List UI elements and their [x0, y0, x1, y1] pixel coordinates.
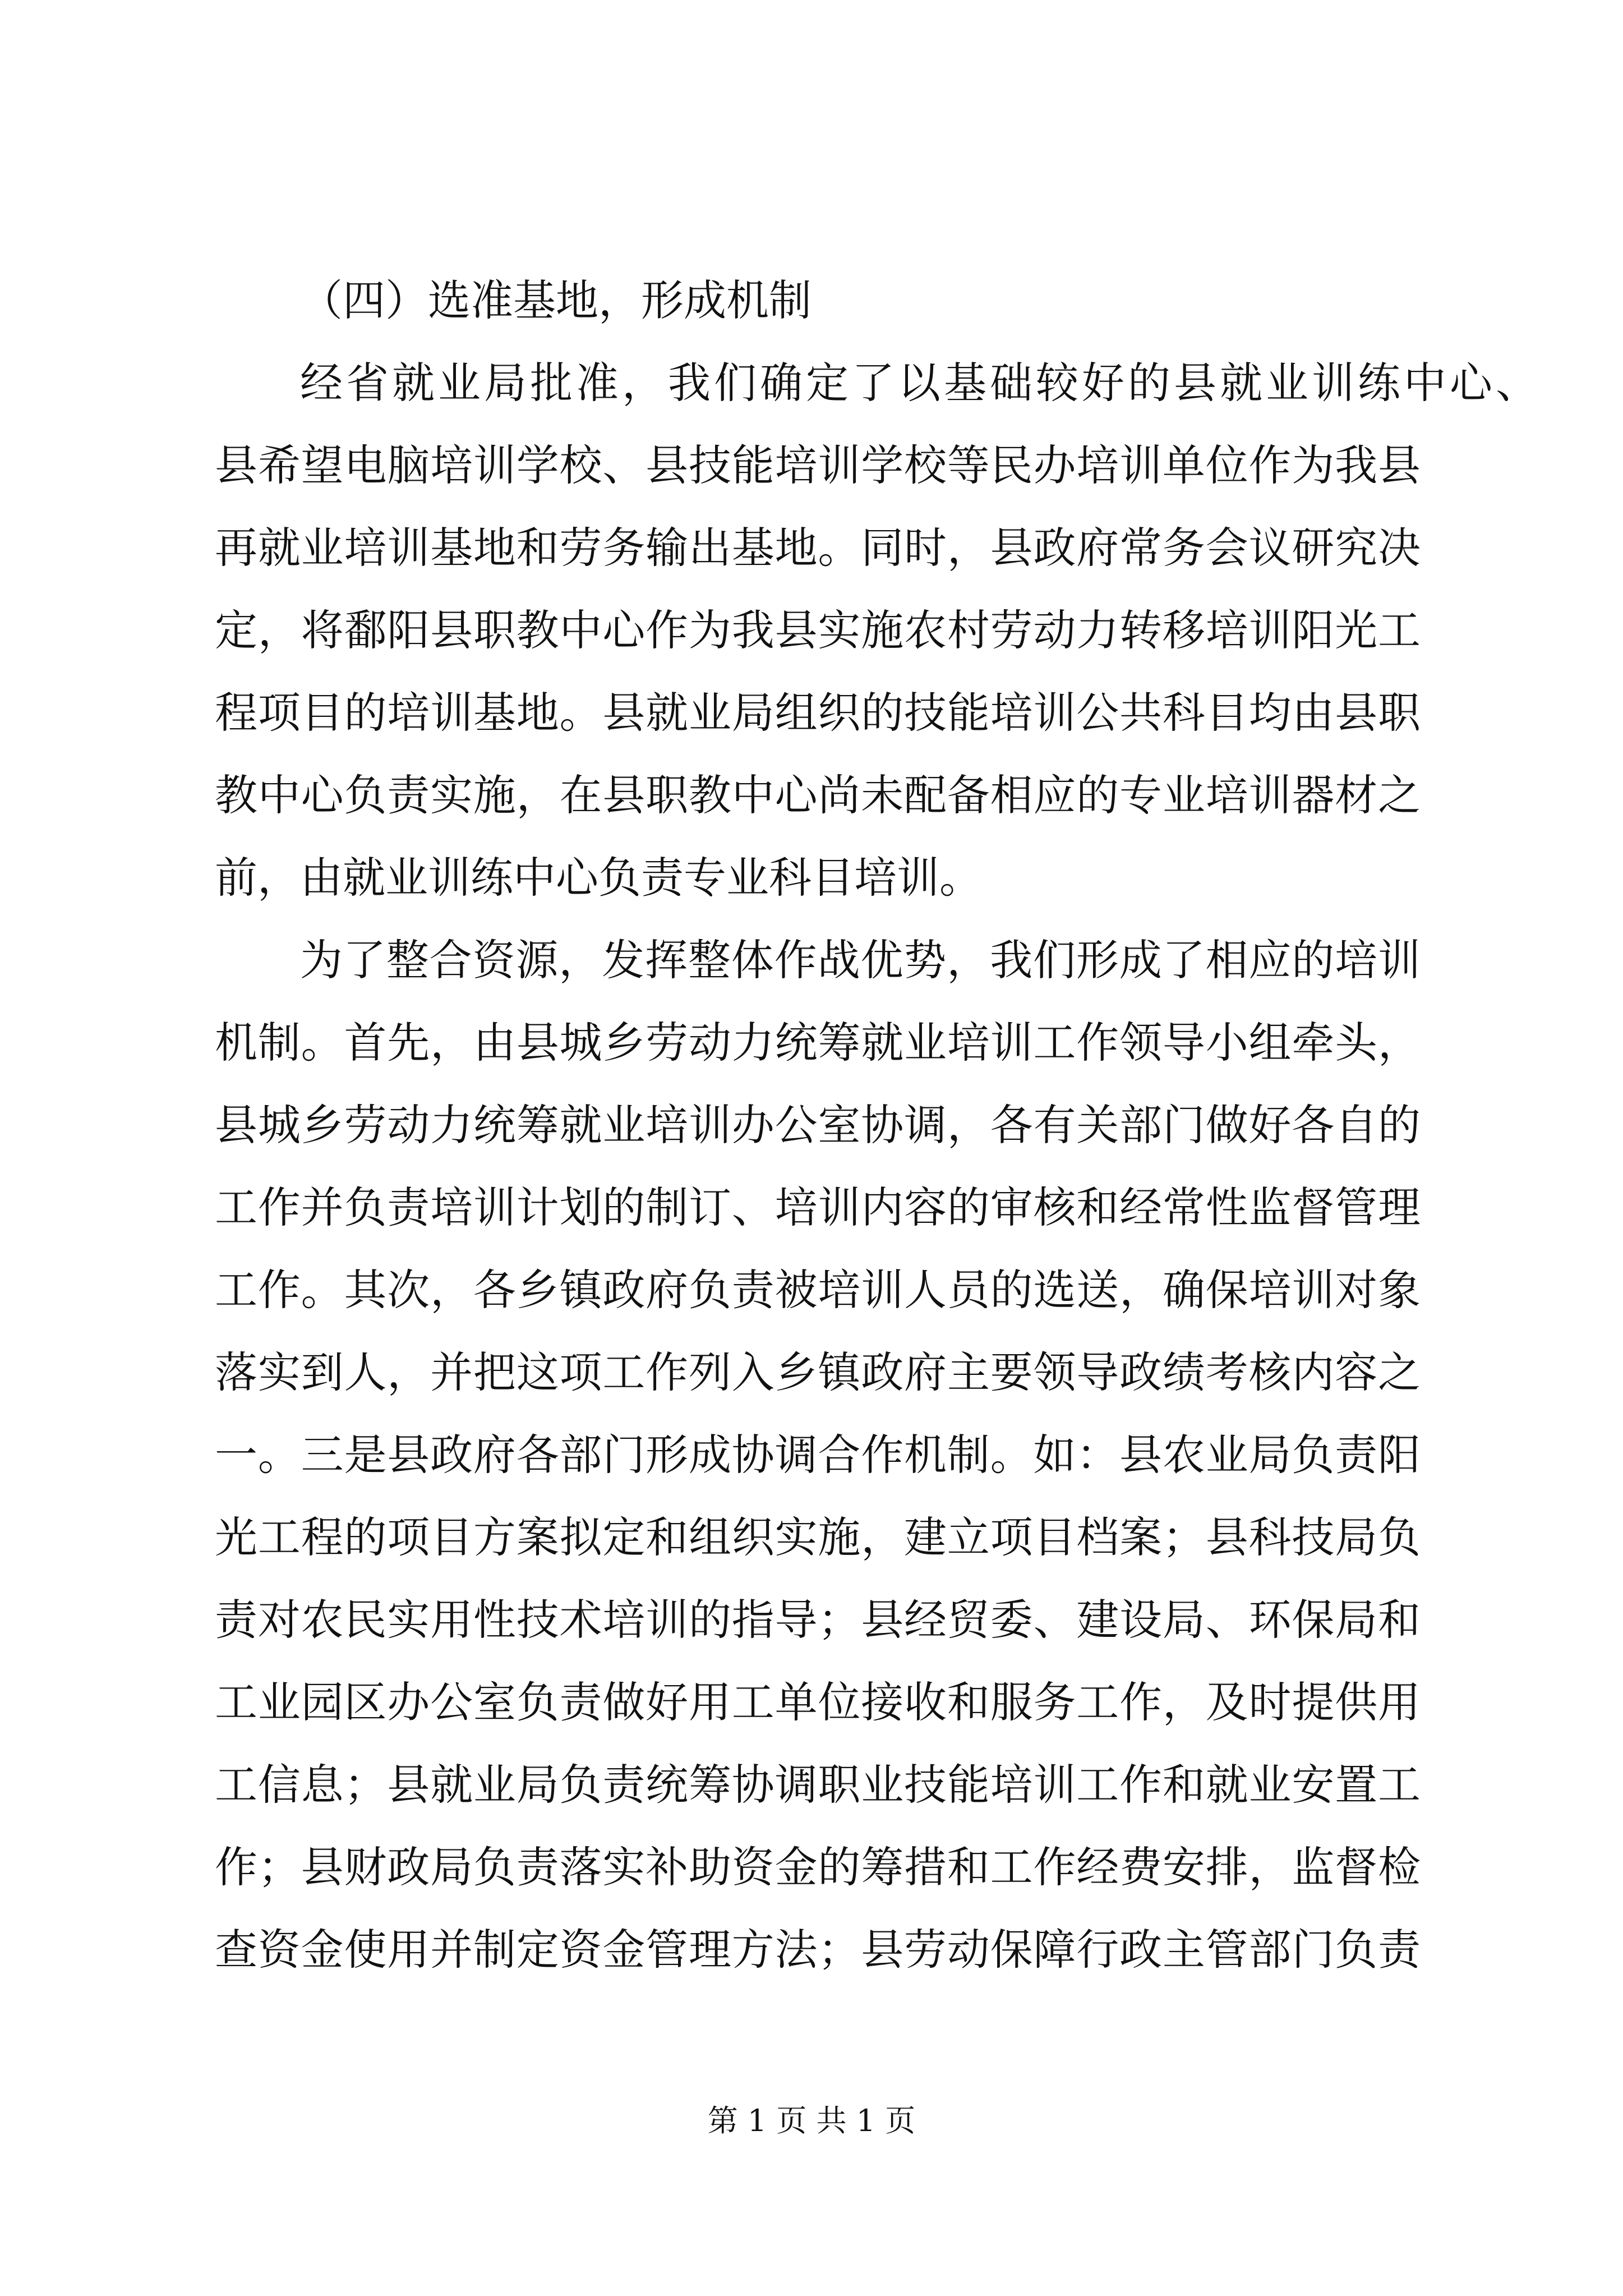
document-body	[215, 259, 1538, 1991]
page-footer	[0, 2097, 1623, 2140]
text-line: 机制。首先，由县城乡劳动力统筹就业培训工作领导小组牵头，	[215, 1018, 1421, 1068]
paragraph-1	[215, 342, 1538, 919]
text-line: 一。三是县政府各部门形成协调合作机制。如：县农业局负责阳	[215, 1430, 1421, 1480]
text-line: 工信息；县就业局负责统筹协调职业技能培训工作和就业安置工	[215, 1760, 1421, 1810]
text-line: 为了整合资源，发挥整体作战优势，我们形成了相应的培训	[300, 935, 1421, 985]
text-line: 教中心负责实施，在县职教中心尚未配备相应的专业培训器材之	[215, 770, 1421, 820]
text-line: 落实到人，并把这项工作列入乡镇政府主要领导政绩考核内容之	[215, 1347, 1421, 1397]
text-line: 作；县财政局负责落实补助资金的筹措和工作经费安排，监督检	[215, 1842, 1421, 1892]
text-line: 工作并负责培训计划的制订、培训内容的审核和经常性监督管理	[215, 1182, 1421, 1232]
text-line: 县城乡劳动力统筹就业培训办公室协调，各有关部门做好各自的	[215, 1100, 1421, 1150]
text-line: 经省就业局批准，我们确定了以基础较好的县就业训练中心、	[300, 358, 1538, 408]
paragraph-2	[215, 919, 1421, 1991]
text-line: 查资金使用并制定资金管理方法；县劳动保障行政主管部门负责	[215, 1925, 1421, 1975]
text-line: 工业园区办公室负责做好用工单位接收和服务工作，及时提供用	[215, 1677, 1421, 1727]
text-line: 程项目的培训基地。县就业局组织的技能培训公共科目均由县职	[215, 688, 1421, 738]
text-line: 责对农民实用性技术培训的指导；县经贸委、建设局、环保局和	[215, 1595, 1421, 1645]
text-line: 工作。其次，各乡镇政府负责被培训人员的选送，确保培训对象	[215, 1265, 1421, 1315]
section-heading: （四）选准基地，形成机制	[300, 275, 811, 325]
text-line: 县希望电脑培训学校、县技能培训学校等民办培训单位作为我县	[215, 440, 1421, 490]
text-line: 前，由就业训练中心负责专业科目培训。	[215, 853, 982, 903]
text-line: 再就业培训基地和劳务输出基地。同时，县政府常务会议研究决	[215, 523, 1421, 573]
text-line: 光工程的项目方案拟定和组织实施，建立项目档案；县科技局负	[215, 1512, 1421, 1562]
text-line: 定，将鄱阳县职教中心作为我县实施农村劳动力转移培训阳光工	[215, 605, 1421, 655]
page-number: 第 1 页 共 1 页	[707, 2103, 916, 2138]
